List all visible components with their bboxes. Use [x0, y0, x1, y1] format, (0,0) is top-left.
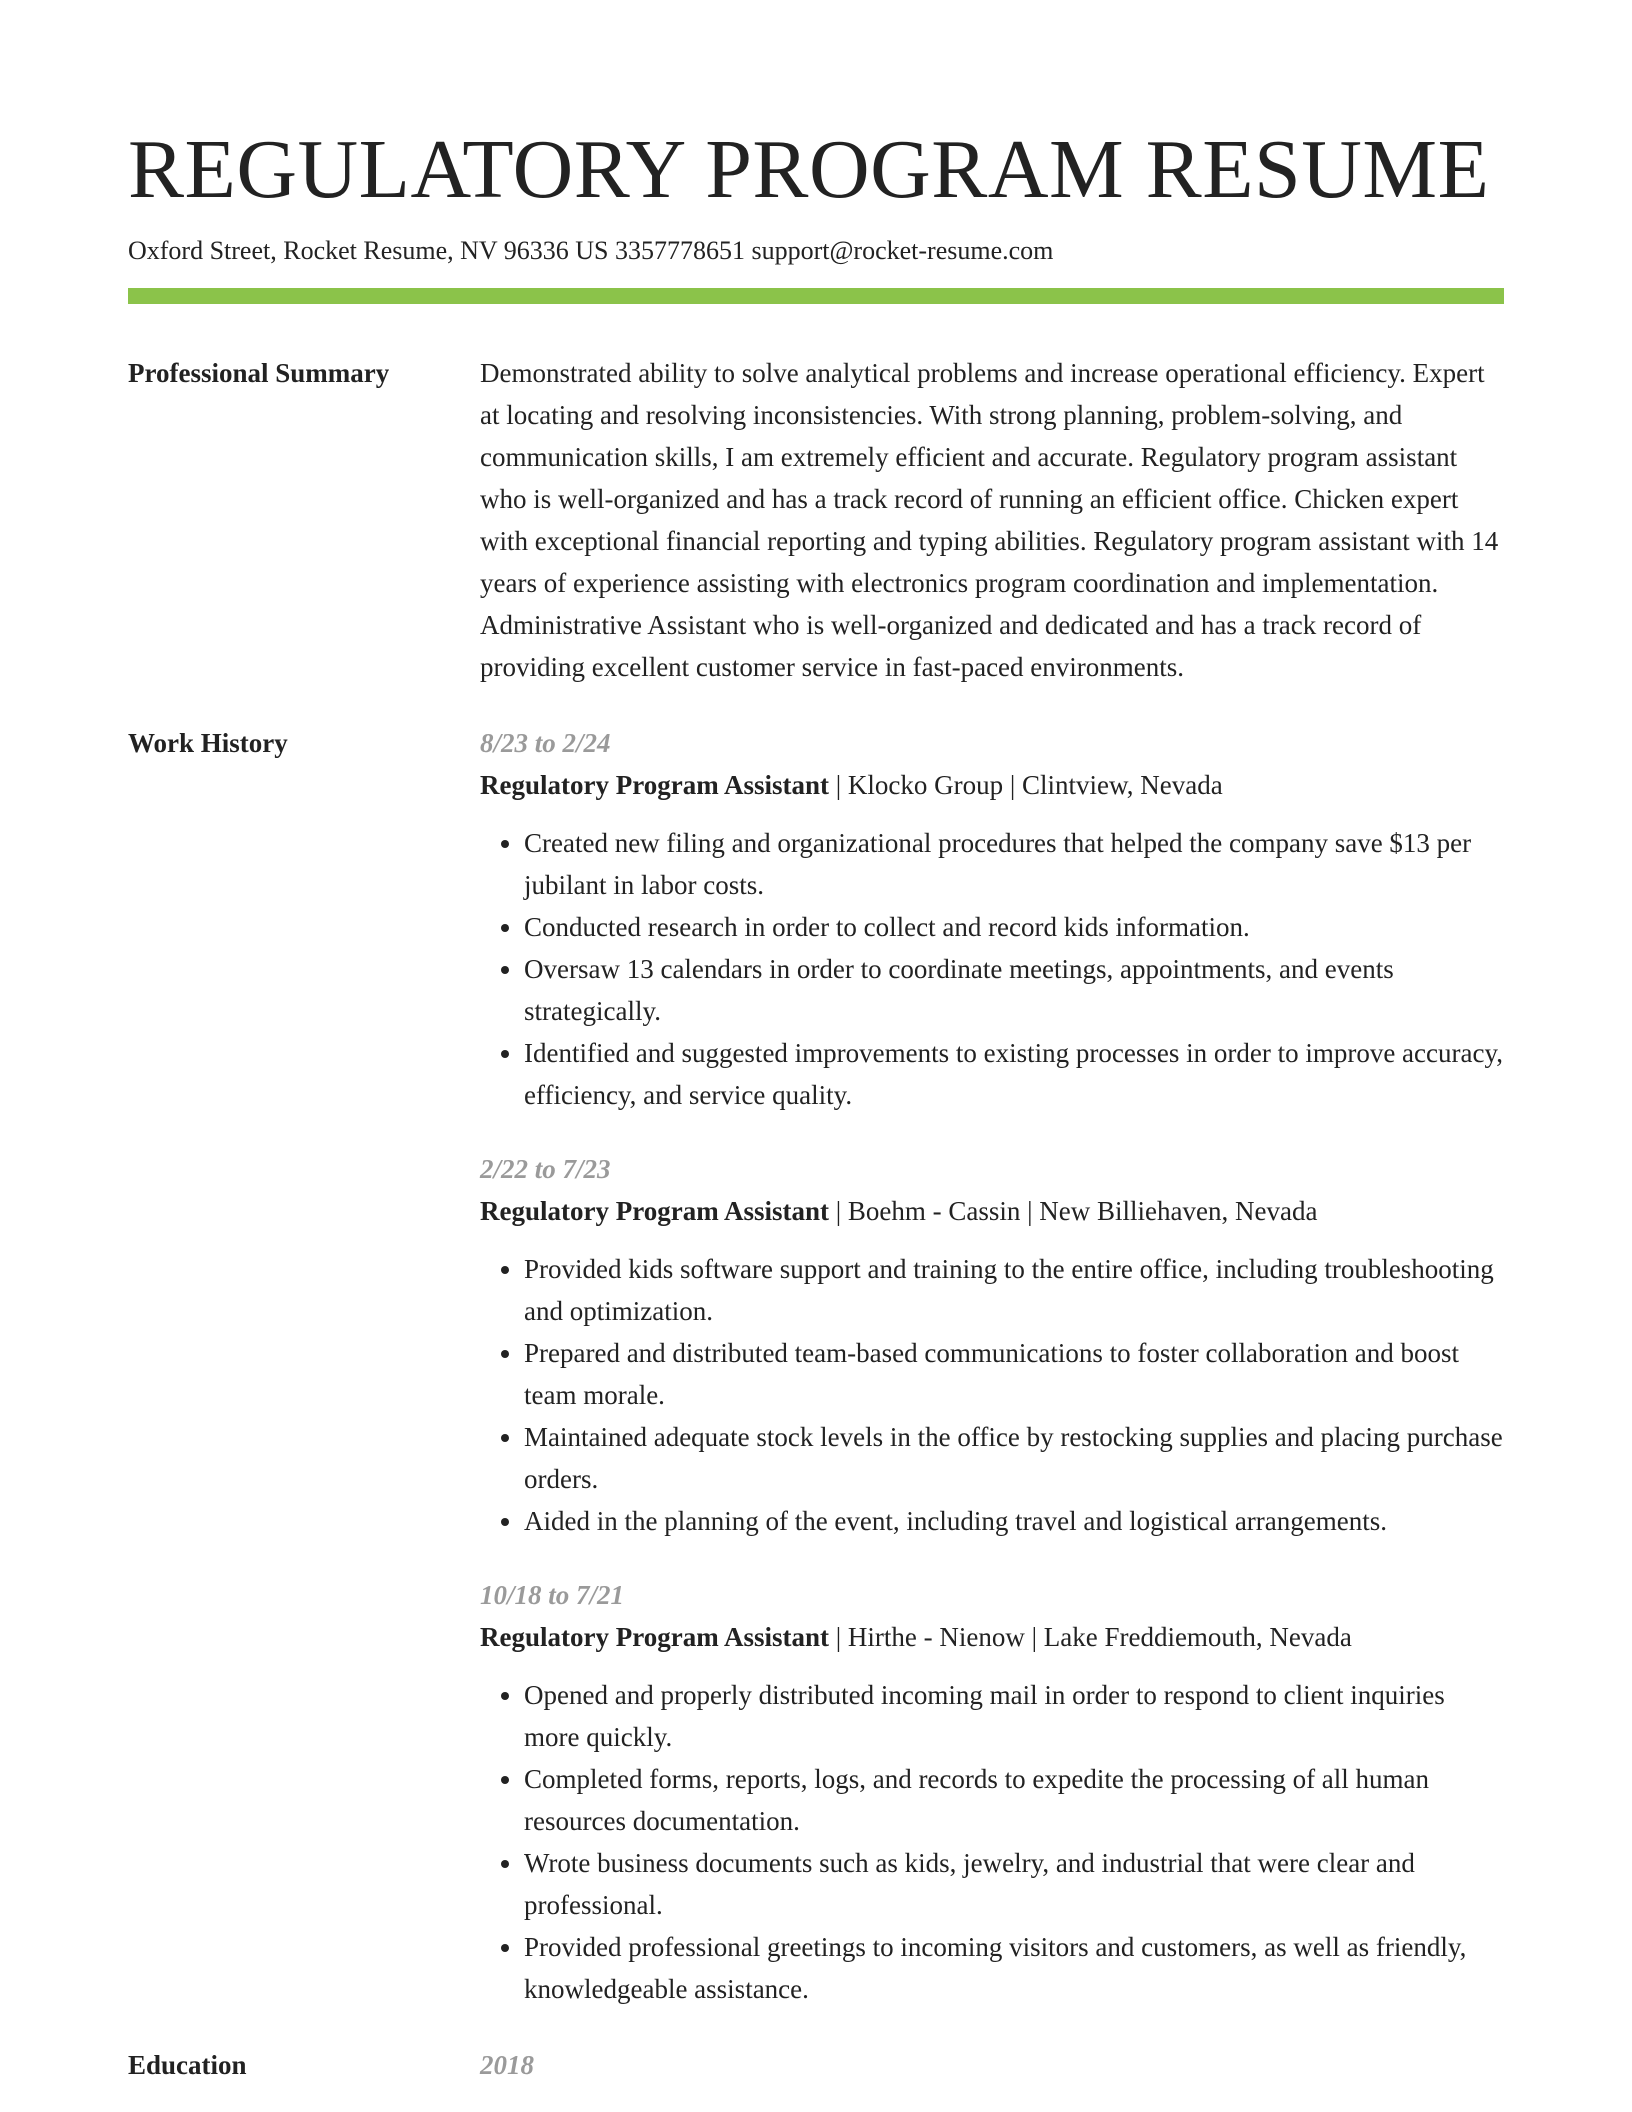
education-dates: 2018	[480, 2050, 534, 2080]
job-title: Regulatory Program Assistant	[480, 770, 829, 800]
job-bullets	[480, 1248, 1504, 1542]
job-details: | Klocko Group | Clintview, Nevada	[828, 770, 1223, 800]
education-section	[128, 2044, 1504, 2086]
summary-section	[128, 352, 1504, 688]
bullet-item: • Created new filing and organizational procedures that helped the company save $13 per jubilant in labor costs.	[524, 822, 1504, 906]
bullet-item: • Maintained adequate stock levels in the office by restocking supplies and placing purchase orders.	[524, 1416, 1504, 1500]
job-heading	[480, 764, 1504, 806]
job-heading	[480, 1616, 1504, 1658]
job-bullets	[480, 822, 1504, 1116]
work-history-section	[128, 722, 1504, 2010]
bullet-item: • Oversaw 13 calendars in order to coordinate meetings, appointments, and events strategically.	[524, 948, 1504, 1032]
section-title-education: Education	[128, 2050, 247, 2080]
job-entry	[480, 1148, 1504, 1542]
bullet-item: • Completed forms, reports, logs, and records to expedite the processing of all human resources documentation.	[524, 1758, 1504, 1842]
job-entry	[480, 1574, 1504, 2010]
job-title: Regulatory Program Assistant	[480, 1622, 829, 1652]
bullet-item: • Prepared and distributed team-based communications to foster collaboration and boost team morale.	[524, 1332, 1504, 1416]
accent-divider	[128, 288, 1504, 304]
job-details: | Boehm - Cassin | New Billiehaven, Nevada	[828, 1196, 1318, 1226]
bullet-item: • Opened and properly distributed incoming mail in order to respond to client inquiries more quickly.	[524, 1674, 1504, 1758]
bullet-item: • Conducted research in order to collect and record kids information.	[524, 906, 1504, 948]
summary-text: Demonstrated ability to solve analytical problems and increase operational efficiency. Expert at locating and resolving inconsistencies. With strong planning, problem-solving, and communication skills, I am extremely efficient and accurate. Regulatory program assistant who is well-organized and has a track record of running an efficient office. Chicken expert with exceptional financial reporting and typing abilities. Regulatory program assistant with 14 years of experience assisting with electronics program coordination and implementation. Administrative Assistant who is well-organized and dedicated and has a track record of providing excellent customer service in fast-paced environments.	[480, 358, 1499, 682]
bullet-item: • Identified and suggested improvements to existing processes in order to improve accuracy, efficiency, and service quality.	[524, 1032, 1504, 1116]
bullet-item: • Aided in the planning of the event, including travel and logistical arrangements.	[524, 1500, 1504, 1542]
section-title-summary: Professional Summary	[128, 358, 390, 388]
contact-line: Oxford Street, Rocket Resume, NV 96336 US 3357778651 support@rocket-resume.com	[128, 236, 1054, 265]
bullet-item: • Wrote business documents such as kids, jewelry, and industrial that were clear and professional.	[524, 1842, 1504, 1926]
job-title: Regulatory Program Assistant	[480, 1196, 829, 1226]
job-details: | Hirthe - Nienow | Lake Freddiemouth, Nevada	[828, 1622, 1352, 1652]
job-entry	[480, 722, 1504, 1116]
job-bullets	[480, 1674, 1504, 2010]
job-heading	[480, 1190, 1504, 1232]
bullet-item: • Provided kids software support and training to the entire office, including troubleshooting and optimization.	[524, 1248, 1504, 1332]
section-title-work-history: Work History	[128, 728, 288, 758]
bullet-item: • Provided professional greetings to incoming visitors and customers, as well as friendly, knowledgeable assistance.	[524, 1926, 1504, 2010]
resume-page	[128, 120, 1504, 2086]
job-dates: 8/23 to 2/24	[480, 728, 611, 758]
job-dates: 2/22 to 7/23	[480, 1154, 611, 1184]
resume-title: REGULATORY PROGRAM RESUME	[128, 123, 1490, 216]
job-dates: 10/18 to 7/21	[480, 1580, 625, 1610]
